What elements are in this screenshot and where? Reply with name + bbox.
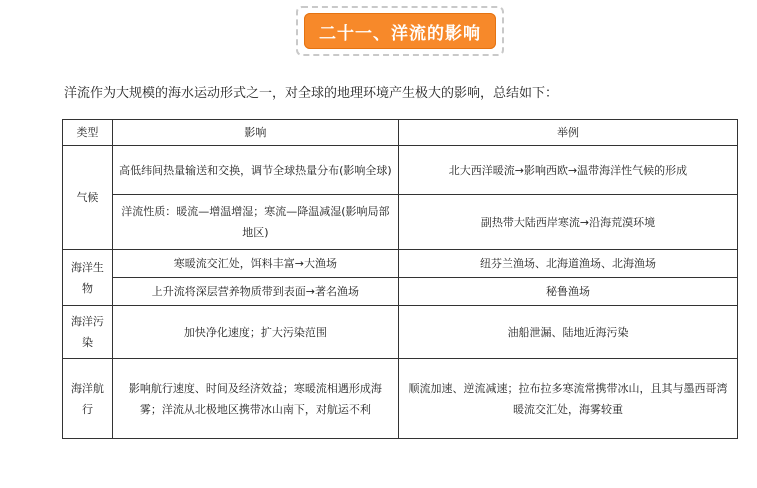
table-row (63, 278, 738, 306)
table-row (63, 306, 738, 359)
intro-text: 洋流作为大规模的海水运动形式之一，对全球的地理环境产生极大的影响，总结如下： (64, 86, 559, 101)
example-cell: 秘鲁渔场 (398, 278, 737, 306)
effect-cell: 洋流性质：暖流—增温增湿；寒流—降温减湿(影响局部地区) (112, 195, 398, 250)
example-cell: 北大西洋暖流→影响西欧→温带海洋性气候的形成 (398, 146, 737, 195)
effect-cell: 寒暖流交汇处，饵料丰富→大渔场 (112, 250, 398, 278)
table-row (63, 146, 738, 195)
example-cell: 顺流加速、逆流减速；拉布拉多寒流常携带冰山，且其与墨西哥湾暖流交汇处，海雾较重 (398, 359, 737, 439)
title-frame (296, 6, 504, 56)
table-row (63, 250, 738, 278)
page-title: 二十一、洋流的影响 (304, 13, 496, 49)
type-cell-navigation: 海洋航行 (63, 359, 113, 439)
header-example: 举例 (398, 120, 737, 146)
example-cell: 副热带大陆西岸寒流→沿海荒漠环境 (398, 195, 737, 250)
type-cell-pollution: 海洋污染 (63, 306, 113, 359)
ocean-current-effects-table (62, 119, 738, 439)
effect-cell: 加快净化速度；扩大污染范围 (112, 306, 398, 359)
table-row (63, 195, 738, 250)
table-header-row (63, 120, 738, 146)
effect-cell: 高低纬间热量输送和交换，调节全球热量分布(影响全球) (112, 146, 398, 195)
header-effect: 影响 (112, 120, 398, 146)
type-cell-climate: 气候 (63, 146, 113, 250)
example-cell: 纽芬兰渔场、北海道渔场、北海渔场 (398, 250, 737, 278)
header-type: 类型 (63, 120, 113, 146)
table-row (63, 359, 738, 439)
example-cell: 油船泄漏、陆地近海污染 (398, 306, 737, 359)
effect-cell: 上升流将深层营养物质带到表面→著名渔场 (112, 278, 398, 306)
type-cell-marine-life: 海洋生物 (63, 250, 113, 306)
effect-cell: 影响航行速度、时间及经济效益；寒暖流相遇形成海雾；洋流从北极地区携带冰山南下，对航运不利 (112, 359, 398, 439)
